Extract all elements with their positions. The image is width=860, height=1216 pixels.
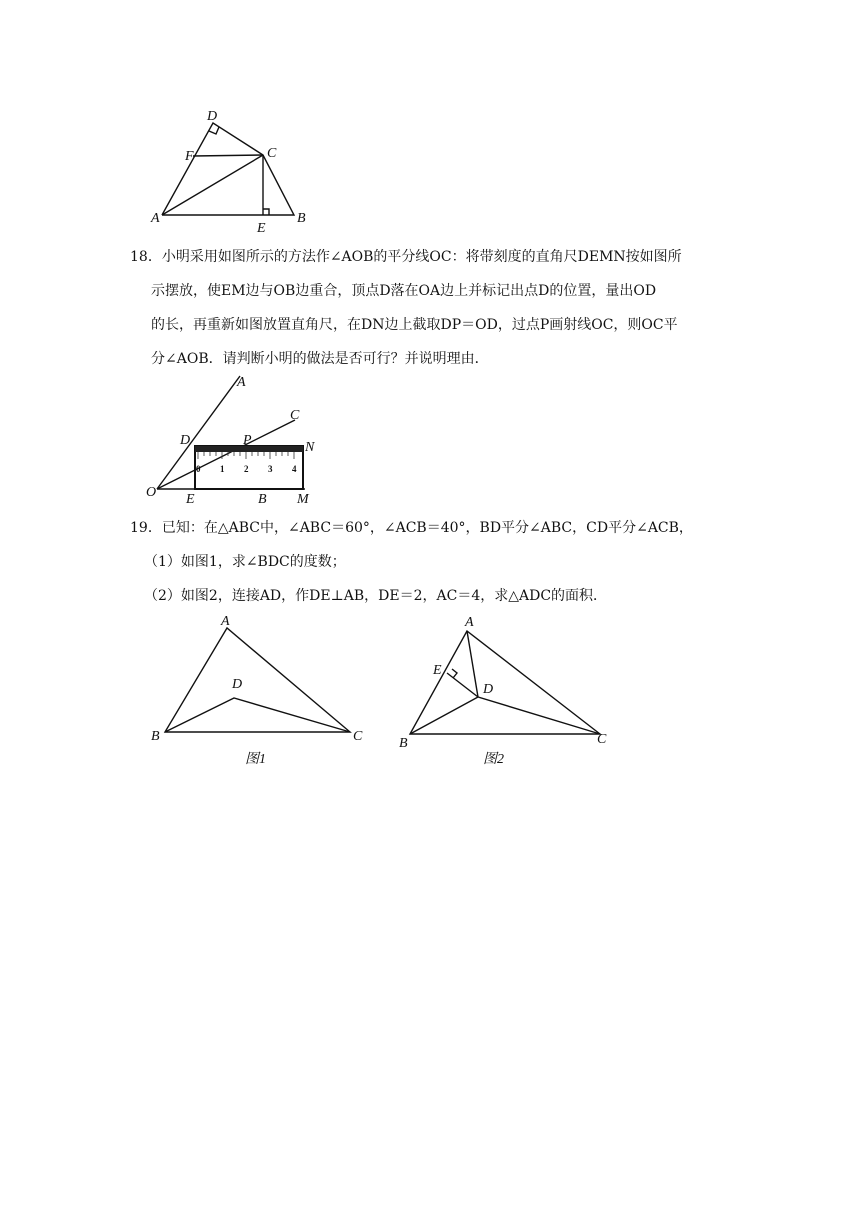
label-E: E [257, 221, 266, 236]
label-P: P [243, 433, 252, 448]
q19-line-1 [130, 518, 750, 538]
q18-line-4: 分∠AOB．请判断小明的做法是否可行？并说明理由． [151, 351, 489, 367]
label-F: F [185, 149, 194, 164]
fig2-label-E: E [433, 663, 442, 678]
q19-part-2: （2）如图2，连接AD，作DE⊥AB，DE＝2，AC＝4，求△ADC的面积． [144, 588, 608, 604]
q19-number: 19． [130, 520, 162, 536]
fig2-label-A: A [465, 615, 474, 630]
q19-part-1: （1）如图1，求∠BDC的度数； [144, 554, 346, 570]
fig2-label-D: D [483, 682, 494, 697]
label-A: A [151, 211, 160, 226]
fig2-label-B: B [399, 736, 408, 751]
ruler-tick-2: 2 [244, 464, 249, 474]
fig1-label-D: D [232, 677, 243, 692]
figure-2-triangle [395, 608, 625, 773]
fig2-label-C: C [597, 732, 607, 747]
label-N: N [305, 440, 315, 455]
label-E: E [186, 492, 195, 507]
label-B: B [297, 211, 306, 226]
q18-line-2: 示摆放，使EM边与OB边重合，顶点D落在OA边上并标记出点D的位置，量出OD [151, 283, 657, 299]
ruler-tick-4: 4 [292, 464, 297, 474]
ruler-tick-1: 1 [220, 464, 225, 474]
fig1-caption: 图1 [245, 752, 266, 767]
label-M: M [297, 492, 309, 507]
fig1-label-B: B [151, 729, 160, 744]
figure-1-triangle [145, 608, 375, 773]
q18-line-1 [130, 247, 750, 267]
figure-ruler-bisector [140, 372, 330, 507]
ruler-tick-3: 3 [268, 464, 273, 474]
ruler-tick-0: 0 [196, 464, 201, 474]
q18-number: 18． [130, 249, 162, 265]
label-O: O [146, 485, 157, 500]
label-A: A [237, 375, 246, 390]
label-B: B [258, 492, 267, 507]
q18-line-3: 的长，再重新如图放置直角尺，在DN边上截取DP＝OD，过点P画射线OC，则OC平 [151, 317, 678, 333]
label-D: D [180, 433, 191, 448]
label-C: C [267, 146, 277, 161]
figure-quadrilateral [145, 105, 315, 240]
q18-text-1: 小明采用如图所示的方法作∠AOB的平分线OC：将带刻度的直角尺DEMN按如图所 [161, 249, 682, 265]
q19-text-1: 已知：在△ABC中，∠ABC＝60°，∠ACB＝40°，BD平分∠ABC，CD平分∠ACB， [161, 520, 693, 536]
fig1-label-C: C [353, 729, 363, 744]
label-C: C [290, 408, 300, 423]
label-D: D [207, 109, 218, 124]
fig1-label-A: A [221, 614, 230, 629]
fig2-caption: 图2 [483, 752, 504, 767]
